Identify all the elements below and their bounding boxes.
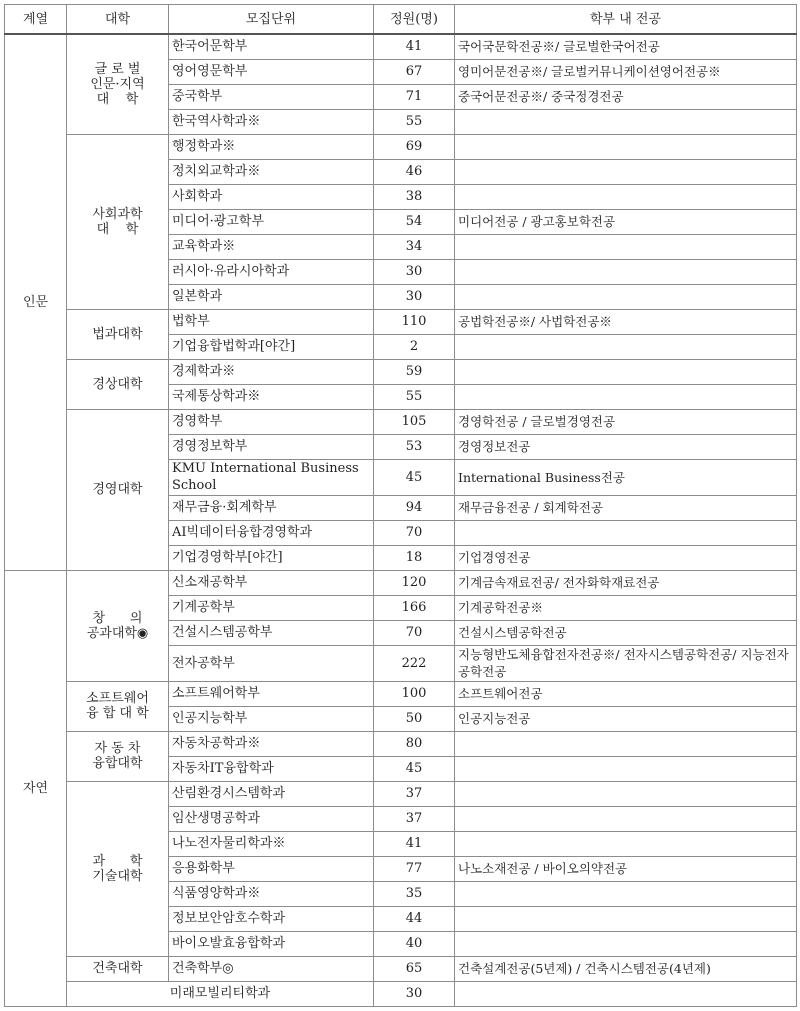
quota-cell: 34 [374,234,455,259]
college-cell: 글 로 벌 인문·지역 대 학 [67,34,169,134]
quota-cell: 55 [374,384,455,409]
table-body [5,34,797,1006]
unit-cell: 행정학과※ [169,134,374,159]
header-field: 계열 [5,5,67,35]
unit-cell: 전자공학부 [169,645,374,681]
majors-cell [455,334,797,359]
majors-cell: 소프트웨어전공 [455,681,797,706]
unit-cell: 경영정보학부 [169,434,374,459]
quota-cell: 166 [374,595,455,620]
quota-cell: 41 [374,34,455,59]
table-row [5,681,797,706]
majors-cell: 재무금융전공 / 회계학전공 [455,495,797,520]
unit-cell: AI빅데이터융합경영학과 [169,520,374,545]
table-header-row [5,5,797,35]
table-row [5,309,797,334]
table-row [5,731,797,756]
majors-cell: 나노소재전공 / 바이오의약전공 [455,856,797,881]
quota-cell: 40 [374,931,455,956]
majors-cell [455,384,797,409]
quota-cell: 37 [374,781,455,806]
unit-cell: 사회학과 [169,184,374,209]
majors-cell: 기계금속재료전공/ 전자화학재료전공 [455,570,797,595]
majors-cell: 경영정보전공 [455,434,797,459]
majors-cell [455,159,797,184]
quota-cell: 54 [374,209,455,234]
unit-cell: 산림환경시스템학과 [169,781,374,806]
majors-cell [455,109,797,134]
quota-cell: 120 [374,570,455,595]
quota-cell: 30 [374,981,455,1006]
majors-cell [455,781,797,806]
majors-cell [455,284,797,309]
quota-cell: 70 [374,520,455,545]
college-cell: 창 의 공과대학◉ [67,570,169,681]
majors-cell: 기계공학전공※ [455,595,797,620]
quota-cell: 59 [374,359,455,384]
majors-cell: 인공지능전공 [455,706,797,731]
unit-cell: 인공지능학부 [169,706,374,731]
majors-cell: 영미어문전공※/ 글로벌커뮤니케이션영어전공※ [455,59,797,84]
majors-cell [455,359,797,384]
quota-cell: 94 [374,495,455,520]
header-college: 대학 [67,5,169,35]
quota-cell: 80 [374,731,455,756]
unit-cell: 영어영문학부 [169,59,374,84]
unit-cell: 나노전자물리학과※ [169,831,374,856]
quota-cell: 44 [374,906,455,931]
quota-cell: 37 [374,806,455,831]
unit-cell: 러시아·유라시아학과 [169,259,374,284]
quota-cell: 55 [374,109,455,134]
majors-cell: 지능형반도체융합전자전공※/ 전자시스템공학전공/ 지능전자공학전공 [455,645,797,681]
unit-cell: 재무금융·회계학부 [169,495,374,520]
unit-cell: 국제통상학과※ [169,384,374,409]
majors-cell [455,756,797,781]
quota-cell: 70 [374,620,455,645]
majors-cell [455,981,797,1006]
quota-cell: 110 [374,309,455,334]
unit-cell: 신소재공학부 [169,570,374,595]
quota-cell: 77 [374,856,455,881]
unit-cell: 기계공학부 [169,595,374,620]
majors-cell [455,731,797,756]
table-row [5,134,797,159]
college-cell: 경영대학 [67,409,169,570]
majors-cell: 경영학전공 / 글로벌경영전공 [455,409,797,434]
table-row [5,956,797,981]
header-majors: 학부 내 전공 [455,5,797,35]
majors-cell: 공법학전공※/ 사법학전공※ [455,309,797,334]
quota-cell: 69 [374,134,455,159]
majors-cell: International Business전공 [455,459,797,495]
table-row [5,570,797,595]
majors-cell [455,831,797,856]
unit-cell: 임산생명공학과 [169,806,374,831]
admissions-table [4,4,797,1007]
college-cell: 사회과학 대 학 [67,134,169,309]
unit-cell: KMU International Business School [169,459,374,495]
unit-cell: 정치외교학과※ [169,159,374,184]
unit-cell: 한국역사학과※ [169,109,374,134]
unit-cell: 식품영양학과※ [169,881,374,906]
majors-cell [455,881,797,906]
college-cell: 자 동 차 융합대학 [67,731,169,781]
table-row [5,409,797,434]
quota-cell: 38 [374,184,455,209]
header-unit: 모집단위 [169,5,374,35]
unit-cell: 교육학과※ [169,234,374,259]
unit-cell: 한국어문학부 [169,34,374,59]
quota-cell: 45 [374,756,455,781]
table-row [5,34,797,59]
majors-cell: 국어국문학전공※/ 글로벌한국어전공 [455,34,797,59]
table-row [5,359,797,384]
majors-cell: 기업경영전공 [455,545,797,570]
quota-cell: 45 [374,459,455,495]
unit-cell: 정보보안암호수학과 [169,906,374,931]
college-cell: 법과대학 [67,309,169,359]
unit-cell: 소프트웨어학부 [169,681,374,706]
quota-cell: 65 [374,956,455,981]
majors-cell: 건축설계전공(5년제) / 건축시스템전공(4년제) [455,956,797,981]
unit-cell: 응용화학부 [169,856,374,881]
majors-cell: 미디어전공 / 광고홍보학전공 [455,209,797,234]
majors-cell: 중국어문전공※/ 중국정경전공 [455,84,797,109]
field-cell: 인문 [5,34,67,570]
quota-cell: 41 [374,831,455,856]
unit-cell: 건설시스템공학부 [169,620,374,645]
majors-cell: 건설시스템공학전공 [455,620,797,645]
college-cell: 경상대학 [67,359,169,409]
college-cell: 건축대학 [67,956,169,981]
unit-cell: 건축학부◎ [169,956,374,981]
field-cell: 자연 [5,570,67,1006]
quota-cell: 35 [374,881,455,906]
unit-cell: 법학부 [169,309,374,334]
majors-cell [455,234,797,259]
quota-cell: 30 [374,284,455,309]
unit-cell: 경영학부 [169,409,374,434]
quota-cell: 53 [374,434,455,459]
unit-cell: 자동차공학과※ [169,731,374,756]
quota-cell: 30 [374,259,455,284]
table-row [5,981,797,1006]
majors-cell [455,184,797,209]
college-cell: 과 학 기술대학 [67,781,169,956]
quota-cell: 18 [374,545,455,570]
unit-cell: 미디어·광고학부 [169,209,374,234]
quota-cell: 46 [374,159,455,184]
table-row [5,781,797,806]
quota-cell: 105 [374,409,455,434]
quota-cell: 2 [374,334,455,359]
quota-cell: 50 [374,706,455,731]
majors-cell [455,806,797,831]
majors-cell [455,259,797,284]
unit-cell: 기업경영학부[야간] [169,545,374,570]
unit-cell: 바이오발효융합학과 [169,931,374,956]
unit-cell: 일본학과 [169,284,374,309]
quota-cell: 71 [374,84,455,109]
unit-cell: 중국학부 [169,84,374,109]
unit-cell: 자동차IT융합학과 [169,756,374,781]
quota-cell: 222 [374,645,455,681]
quota-cell: 100 [374,681,455,706]
majors-cell [455,520,797,545]
quota-cell: 67 [374,59,455,84]
majors-cell [455,134,797,159]
unit-cell: 미래모빌리티학과 [67,981,374,1006]
unit-cell: 기업융합법학과[야간] [169,334,374,359]
majors-cell [455,906,797,931]
header-quota: 정원(명) [374,5,455,35]
majors-cell [455,931,797,956]
college-cell: 소프트웨어 융 합 대 학 [67,681,169,731]
unit-cell: 경제학과※ [169,359,374,384]
